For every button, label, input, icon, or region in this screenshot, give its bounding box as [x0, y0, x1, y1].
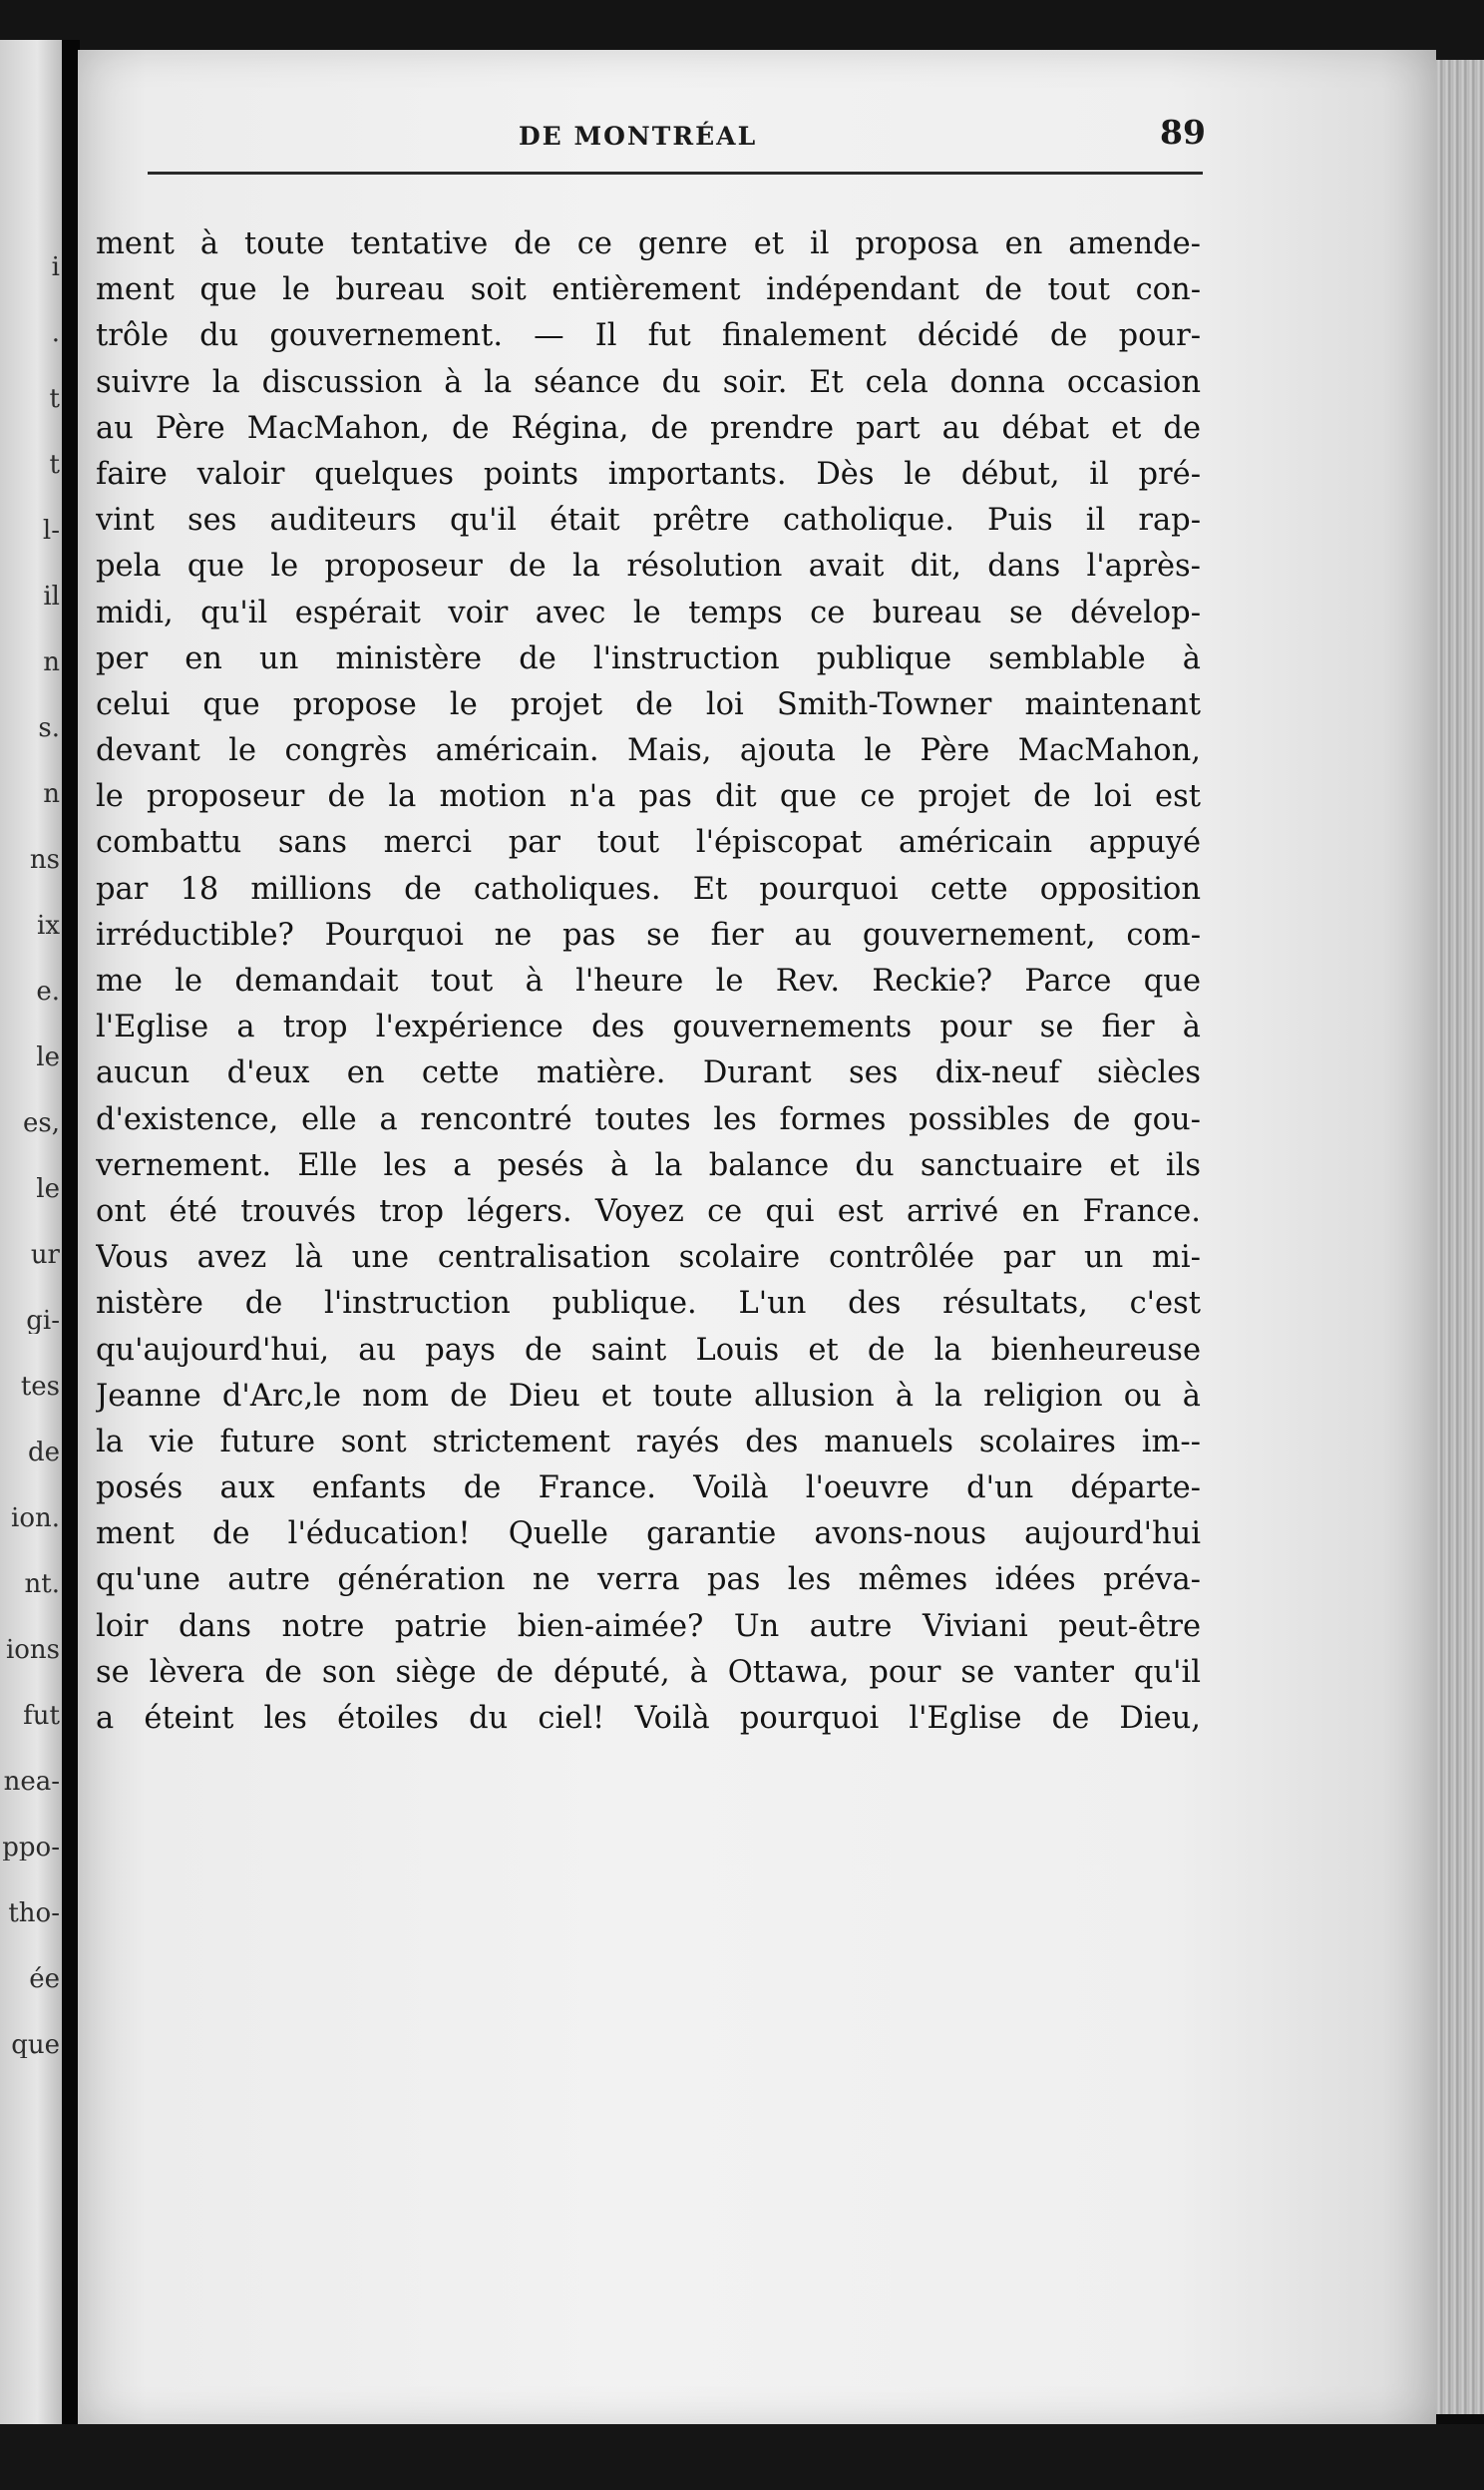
text-line: faire valoir quelques points importants. Dès le début, il pré- [96, 456, 1201, 492]
text-line: suivre la discussion à la séance du soir. Et cela donna occasion [96, 364, 1201, 400]
text-line: posés aux enfants de France. Voilà l'oeuvre d'un départe- [96, 1470, 1201, 1506]
text-line: le proposeur de la motion n'a pas dit que ce projet de loi est [96, 779, 1201, 815]
text-line: vint ses auditeurs qu'il était prêtre catholique. Puis il rap- [96, 503, 1201, 539]
adjacent-page-fragment: fut [23, 1703, 60, 1729]
page-edge-stack [1436, 60, 1484, 2414]
text-line: aucun d'eux en cette matière. Durant ses dix-neuf siècles [96, 1055, 1201, 1091]
adjacent-page-fragment: i [51, 254, 60, 280]
adjacent-page-fragment: l- [42, 518, 60, 544]
text-line: ment que le bureau soit entièrement indépendant de tout con- [96, 272, 1201, 308]
text-line: irréductible? Pourquoi ne pas se fier au gouvernement, com- [96, 917, 1201, 953]
adjacent-page-fragment: gi- [26, 1308, 60, 1334]
adjacent-page-fragment: de [27, 1440, 60, 1465]
adjacent-page-fragment: n [43, 781, 60, 807]
text-line: devant le congrès américain. Mais, ajouta le Père MacMahon, [96, 733, 1201, 769]
text-line: pela que le proposeur de la résolution avait dit, dans l'après- [96, 549, 1201, 585]
text-line: celui que propose le projet de loi Smith-Towner maintenant [96, 686, 1201, 722]
adjacent-page-fragment: ion. [11, 1505, 60, 1531]
text-line: me le demandait tout à l'heure le Rev. Reckie? Parce que [96, 964, 1201, 999]
adjacent-page-fragment: ns [29, 847, 60, 873]
text-line: trôle du gouvernement. — Il fut finalement décidé de pour- [96, 318, 1201, 354]
adjacent-page-fragment: ée [29, 1966, 60, 1992]
header-rule [148, 172, 1203, 175]
text-line: midi, qu'il espérait voir avec le temps ce bureau se dévelop- [96, 595, 1201, 630]
adjacent-page-fragment: t [49, 452, 60, 478]
text-line: combattu sans merci par tout l'épiscopat américain appuyé [96, 825, 1201, 861]
text-line: d'existence, elle a rencontré toutes les formes possibles de gou- [96, 1101, 1201, 1137]
adjacent-page-fragment: e. [36, 979, 60, 1005]
text-line: qu'une autre génération ne verra pas les mêmes idées préva- [96, 1562, 1201, 1598]
text-line: Vous avez là une centralisation scolaire contrôlée par un mi- [96, 1240, 1201, 1276]
adjacent-page-fragment: nea- [3, 1769, 60, 1795]
body-text [96, 221, 1201, 1742]
adjacent-page-fragment: t [49, 386, 60, 412]
page-number: 89 [1160, 113, 1206, 152]
adjacent-page-fragment: que [11, 2032, 60, 2058]
text-line: par 18 millions de catholiques. Et pourquoi cette opposition [96, 871, 1201, 907]
adjacent-page-fragment: ions [5, 1637, 60, 1663]
text-line: loir dans notre patrie bien-aimée? Un autre Viviani peut-être [96, 1608, 1201, 1644]
adjacent-page-fragment: es, [23, 1110, 60, 1136]
adjacent-page-fragment: s. [38, 715, 60, 741]
text-line: Jeanne d'Arc,le nom de Dieu et toute allusion à la religion ou à [96, 1378, 1201, 1414]
adjacent-page-fragment: ix [37, 913, 60, 939]
adjacent-page-fragment: le [36, 1176, 60, 1202]
adjacent-page-fragment: il [43, 584, 60, 610]
text-line: ont été trouvés trop légers. Voyez ce qui est arrivé en France. [96, 1193, 1201, 1229]
bottom-dark-margin [0, 2424, 1484, 2490]
adjacent-page-fragment: tes [20, 1374, 60, 1400]
adjacent-page-fragment: n [43, 649, 60, 675]
adjacent-page-fragment: . [51, 320, 60, 346]
text-line: l'Eglise a trop l'expérience des gouvernements pour se fier à [96, 1010, 1201, 1045]
text-line: ment à toute tentative de ce genre et il proposa en amende- [96, 226, 1201, 261]
text-line: la vie future sont strictement rayés des manuels scolaires im-- [96, 1424, 1201, 1459]
text-line: au Père MacMahon, de Régina, de prendre part au débat et de [96, 410, 1201, 446]
text-line: a éteint les étoiles du ciel! Voilà pourquoi l'Eglise de Dieu, [96, 1701, 1201, 1736]
text-line: nistère de l'instruction publique. L'un des résultats, c'est [96, 1286, 1201, 1322]
running-head: DE MONTRÉAL [519, 122, 758, 151]
text-line: per en un ministère de l'instruction publique semblable à [96, 640, 1201, 676]
text-line: qu'aujourd'hui, au pays de saint Louis et de la bienheureuse [96, 1332, 1201, 1368]
text-line: vernement. Elle les a pesés à la balance du sanctuaire et ils [96, 1147, 1201, 1183]
text-line: se lèvera de son siège de député, à Ottawa, pour se vanter qu'il [96, 1654, 1201, 1690]
adjacent-page-fragment: tho- [8, 1900, 60, 1926]
text-line: ment de l'éducation! Quelle garantie avons-nous aujourd'hui [96, 1516, 1201, 1552]
adjacent-page-strip [0, 40, 62, 2434]
adjacent-page-fragment: le [36, 1044, 60, 1070]
adjacent-page-fragment: ppo- [2, 1835, 60, 1861]
adjacent-page-fragment: nt. [24, 1571, 60, 1597]
adjacent-page-fragment: ur [30, 1242, 60, 1268]
